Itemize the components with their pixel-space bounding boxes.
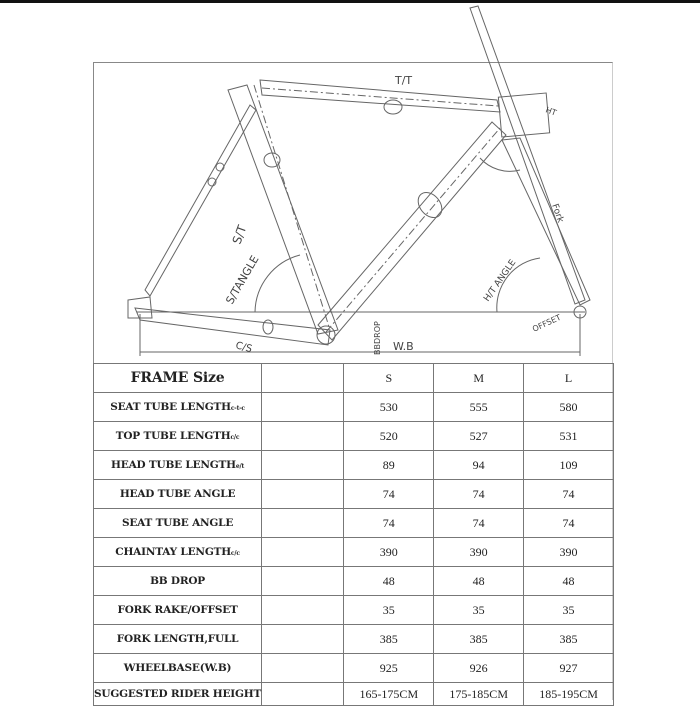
value-m: 926 <box>434 654 524 683</box>
top-tube-shape <box>260 80 500 112</box>
value-s: 74 <box>344 509 434 538</box>
row-label: BB DROP <box>94 567 262 596</box>
row-label: FORK LENGTH,FULL <box>94 625 262 654</box>
ht-label: HT <box>544 105 558 118</box>
table-row <box>94 567 614 596</box>
tt-label: T/T <box>395 74 413 87</box>
value-s: 520 <box>344 422 434 451</box>
wb-label: W.B <box>393 340 414 353</box>
blank-cell <box>262 538 344 567</box>
blank-cell <box>262 422 344 451</box>
value-s: 74 <box>344 480 434 509</box>
value-s: 385 <box>344 625 434 654</box>
row-label: CHAINTAY LENGTHc/c <box>94 538 262 567</box>
table-row <box>94 393 614 422</box>
cs-label: C/S <box>234 340 254 356</box>
blank-cell <box>262 451 344 480</box>
table-row <box>94 625 614 654</box>
value-l: 74 <box>524 480 614 509</box>
bbdrop-label: BBDROP <box>373 321 382 355</box>
value-l: 109 <box>524 451 614 480</box>
value-m: 48 <box>434 567 524 596</box>
size-m-header: M <box>434 364 524 393</box>
value-s: 925 <box>344 654 434 683</box>
blank-cell <box>262 480 344 509</box>
value-m: 385 <box>434 625 524 654</box>
fork-label: Fork <box>549 202 566 225</box>
table-row <box>94 422 614 451</box>
value-s: 165-175CM <box>344 683 434 706</box>
blank-cell <box>262 364 344 393</box>
row-label: WHEELBASE(W.B) <box>94 654 262 683</box>
value-s: 89 <box>344 451 434 480</box>
st-angle-label: S/TANGLE <box>223 253 262 307</box>
row-label: SEAT TUBE LENGTHc-t-c <box>94 393 262 422</box>
value-s: 390 <box>344 538 434 567</box>
value-l: 48 <box>524 567 614 596</box>
blank-cell <box>262 567 344 596</box>
value-s: 35 <box>344 596 434 625</box>
value-l: 927 <box>524 654 614 683</box>
row-label: FORK RAKE/OFFSET <box>94 596 262 625</box>
blank-cell <box>262 509 344 538</box>
value-m: 35 <box>434 596 524 625</box>
value-s: 530 <box>344 393 434 422</box>
value-l: 580 <box>524 393 614 422</box>
value-m: 74 <box>434 509 524 538</box>
blank-cell <box>262 596 344 625</box>
table-row <box>94 654 614 683</box>
table-row <box>94 480 614 509</box>
value-m: 94 <box>434 451 524 480</box>
seat-tube-shape <box>228 85 338 334</box>
table-row <box>94 451 614 480</box>
ht-angle-label: H/T ANGLE <box>482 258 519 304</box>
table-row <box>94 596 614 625</box>
value-l: 531 <box>524 422 614 451</box>
value-l: 390 <box>524 538 614 567</box>
value-m: 175-185CM <box>434 683 524 706</box>
row-label: HEAD TUBE ANGLE <box>94 480 262 509</box>
value-m: 555 <box>434 393 524 422</box>
value-l: 35 <box>524 596 614 625</box>
blank-cell <box>262 393 344 422</box>
size-s-header: S <box>344 364 434 393</box>
table-row <box>94 683 614 706</box>
row-label: HEAD TUBE LENGTHe/t <box>94 451 262 480</box>
geometry-table <box>93 363 614 706</box>
frame-size-header: FRAME Size <box>94 364 262 393</box>
value-m: 390 <box>434 538 524 567</box>
blank-cell <box>262 654 344 683</box>
value-s: 48 <box>344 567 434 596</box>
blank-cell <box>262 683 344 706</box>
row-label: SEAT TUBE ANGLE <box>94 509 262 538</box>
st-label: S/T <box>229 223 250 247</box>
value-m: 527 <box>434 422 524 451</box>
size-l-header: L <box>524 364 614 393</box>
value-l: 74 <box>524 509 614 538</box>
table-row <box>94 509 614 538</box>
offset-label: OFFSET <box>531 312 563 334</box>
row-label: SUGGESTED RIDER HEIGHT <box>94 683 262 706</box>
value-l: 185-195CM <box>524 683 614 706</box>
row-label: TOP TUBE LENGTHc/c <box>94 422 262 451</box>
table-header-row <box>94 364 614 393</box>
value-m: 74 <box>434 480 524 509</box>
table-row <box>94 538 614 567</box>
value-l: 385 <box>524 625 614 654</box>
blank-cell <box>262 625 344 654</box>
